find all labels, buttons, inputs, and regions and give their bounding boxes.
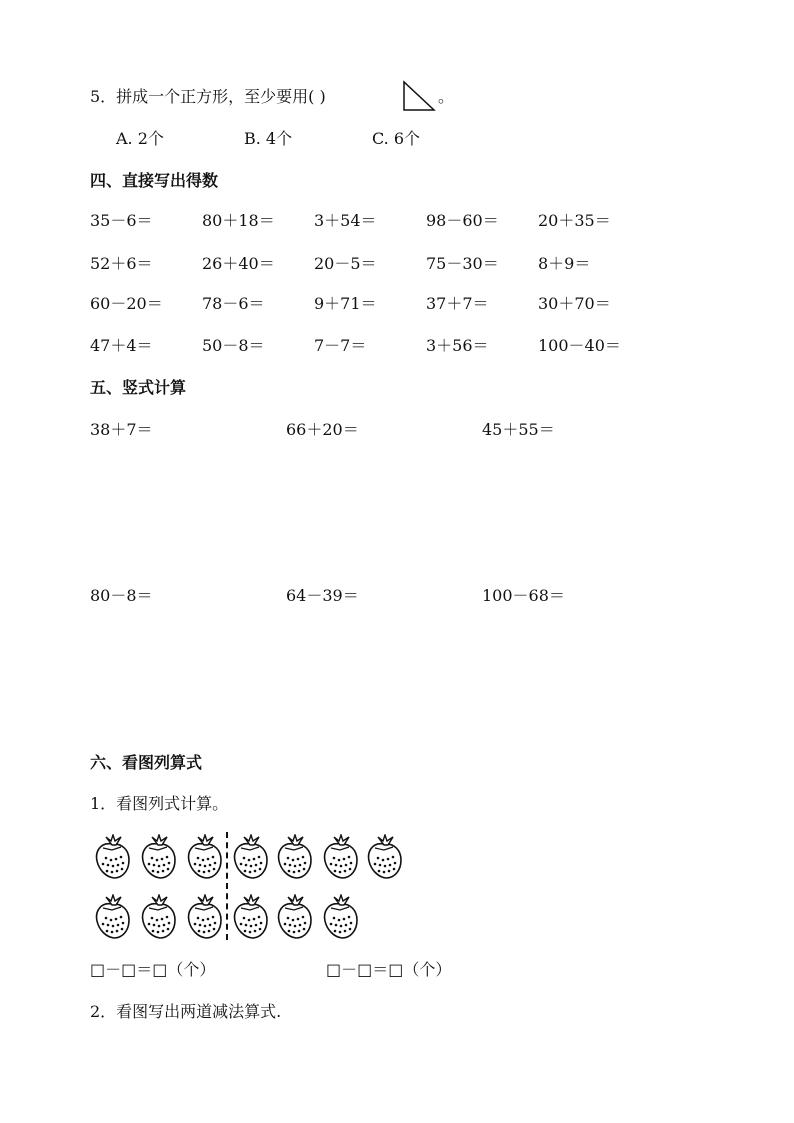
equation: 26＋40＝ [202,254,275,273]
dashed-divider [226,832,228,940]
strawberry-icon [230,894,270,940]
equation: 78－6＝ [202,294,265,313]
q5-option-c: C. 6个 [372,129,421,148]
section4-title: 四、直接写出得数 [90,171,219,190]
section6-q1: 1．看图列式计算。 [90,794,229,813]
strawberry-icon [184,834,224,880]
strawberry-icon [320,834,360,880]
equation: 35－6＝ [90,211,153,230]
q5-period: 。 [438,87,455,106]
vertical-calc-problem: 66＋20＝ [286,420,359,439]
equation: 20－5＝ [314,254,377,273]
vertical-calc-problem: 45＋55＝ [482,420,555,439]
equation: 9＋71＝ [314,294,377,313]
vertical-calc-problem: 64－39＝ [286,586,359,605]
strawberry-icon [230,834,270,880]
equation: 100－40＝ [538,336,621,355]
formula-answer-1: □－□＝□（个） [90,960,216,979]
strawberry-icon [92,894,132,940]
equation: 60－20＝ [90,294,163,313]
equation: 75－30＝ [426,254,499,273]
strawberry-icon [274,834,314,880]
equation: 37＋7＝ [426,294,489,313]
equation: 3＋54＝ [314,211,377,230]
vertical-calc-problem: 100－68＝ [482,586,565,605]
equation: 8＋9＝ [538,254,591,273]
q5-option-a: A. 2个 [116,129,164,148]
vertical-calc-problem: 38＋7＝ [90,420,153,439]
strawberry-icon [92,834,132,880]
strawberry-icon [138,834,178,880]
formula-answer-2: □－□＝□（个） [326,960,452,979]
strawberry-icon [138,894,178,940]
right-triangle-icon [402,80,436,112]
q5-text: 5．拼成一个正方形，至少要用( ) [90,87,326,106]
strawberry-icon [184,894,224,940]
equation: 80＋18＝ [202,211,275,230]
section5-title: 五、竖式计算 [90,378,187,397]
equation: 47＋4＝ [90,336,153,355]
q5-option-b: B. 4个 [244,129,293,148]
equation: 50－8＝ [202,336,265,355]
strawberry-icon [274,894,314,940]
section6-title: 六、看图列算式 [90,753,203,772]
equation: 52＋6＝ [90,254,153,273]
equation: 3＋56＝ [426,336,489,355]
equation: 7－7＝ [314,336,367,355]
equation: 20＋35＝ [538,211,611,230]
strawberry-icon [320,894,360,940]
equation: 30＋70＝ [538,294,611,313]
equation: 98－60＝ [426,211,499,230]
vertical-calc-problem: 80－8＝ [90,586,153,605]
section6-q2: 2．看图写出两道减法算式. [90,1002,282,1021]
strawberry-icon [364,834,404,880]
